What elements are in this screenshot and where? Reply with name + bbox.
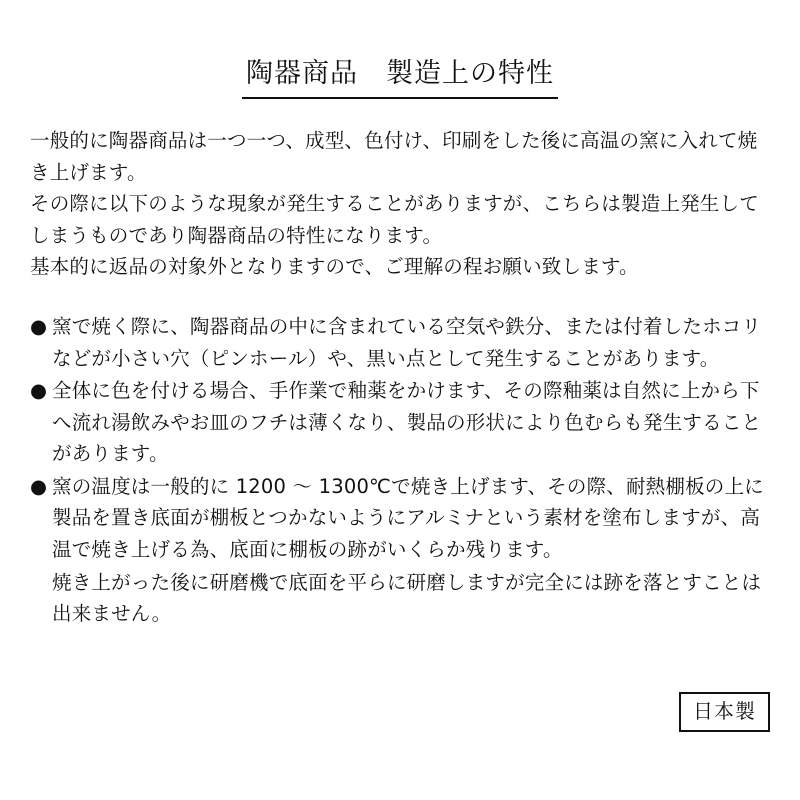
list-item-text: 窯で焼く際に、陶器商品の中に含まれている空気や鉄分、または付着したホコリなどが小さい穴（ピンホール）や、黒い点として発生することがあります。 <box>52 314 762 370</box>
bullet-marker-icon: ● <box>30 474 48 498</box>
characteristics-list <box>30 311 770 566</box>
intro-block <box>30 125 770 283</box>
closing-note: 焼き上がった後に研磨機で底面を平らに研磨しますが完全には跡を落とすことは出来ません。 <box>52 570 762 626</box>
page-title-container <box>30 56 770 99</box>
intro-paragraph-1: 一般的に陶器商品は一つ一つ、成型、色付け、印刷をした後に高温の窯に入れて焼き上げます。 <box>30 129 758 184</box>
bullet-marker-icon: ● <box>30 379 48 403</box>
list-item-text: 窯の温度は一般的に 1200 〜 1300℃で焼き上げます、その際、耐熱棚板の上に製品を置き底面が棚板とつかないようにアルミナという素材を塗布しますが、高温で焼き上げる為、底面に棚板の跡がいくらか残ります。 <box>52 474 764 562</box>
intro-paragraph-3: 基本的に返品の対象外となりますので、ご理解の程お願い致します。 <box>30 255 639 279</box>
list-item <box>30 375 770 470</box>
list-item <box>30 471 770 566</box>
made-in-japan-badge: 日本製 <box>679 692 770 732</box>
list-item <box>30 311 770 374</box>
section-spacer <box>30 289 770 311</box>
intro-paragraph-2: その際に以下のような現象が発生することがありますが、こちらは製造上発生してしまうものであり陶器商品の特性になります。 <box>30 192 759 247</box>
list-item-text: 全体に色を付ける場合、手作業で釉薬をかけます、その際釉薬は自然に上から下へ流れ湯飲みやお皿のフチは薄くなり、製品の形状により色むらも発生することがあります。 <box>52 379 762 466</box>
bullet-marker-icon: ● <box>30 314 48 338</box>
page-title: 陶器商品 製造上の特性 <box>242 56 558 99</box>
